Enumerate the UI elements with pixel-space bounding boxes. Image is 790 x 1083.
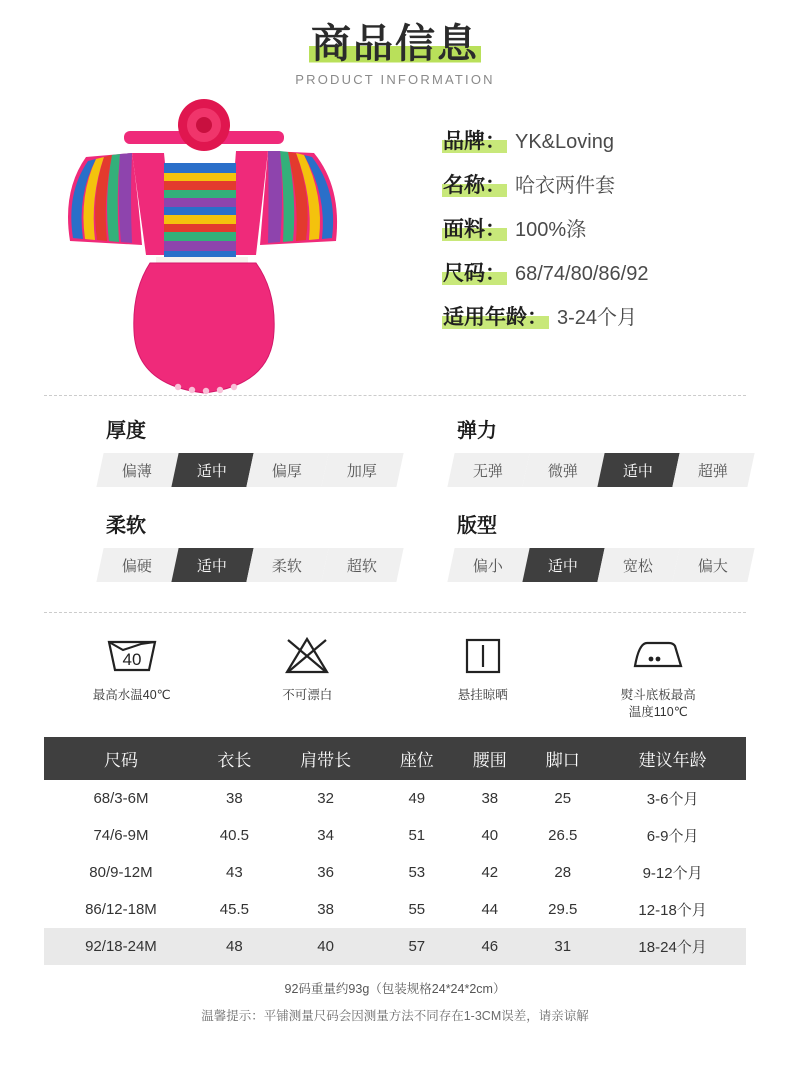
th-length: 衣长 — [198, 737, 271, 780]
option-thickness-1-label: 适中 — [197, 462, 228, 480]
wash-40-icon — [52, 629, 212, 681]
spec-row-fabric — [442, 213, 744, 243]
option-thickness-1[interactable] — [171, 453, 253, 487]
th-leg: 脚口 — [526, 737, 599, 780]
option-softness-2-label: 柔软 — [272, 557, 303, 575]
cell-age: 9-12个月 — [642, 864, 703, 882]
cell-seat: 49 — [408, 789, 426, 807]
spec-value-size: 68/74/80/86/92 — [515, 263, 649, 285]
attribute-softness-bar — [100, 548, 400, 582]
care-item-wash — [52, 629, 212, 704]
option-softness-3[interactable] — [321, 548, 403, 582]
option-fit-0-label: 偏小 — [473, 557, 504, 575]
cell-leg: 29.5 — [548, 900, 578, 918]
option-elasticity-1-label: 微弹 — [548, 462, 579, 480]
attribute-thickness-bar — [100, 453, 400, 487]
cell-length: 45.5 — [219, 900, 249, 918]
table-row — [44, 928, 746, 965]
table-row — [44, 891, 746, 928]
footnote-weight: 92码重量约93g（包装规格24*24*2cm） — [284, 981, 506, 996]
option-elasticity-0-label: 无弹 — [473, 462, 504, 480]
spec-row-age — [442, 301, 744, 331]
line-dry-icon — [403, 629, 563, 681]
attribute-softness — [44, 509, 395, 582]
option-elasticity-3-label: 超弹 — [698, 462, 729, 480]
option-thickness-0-label: 偏薄 — [122, 462, 153, 480]
option-fit-2-label: 宽松 — [623, 557, 654, 575]
cell-size: 68/3-6M — [93, 789, 149, 807]
cell-seat: 55 — [408, 900, 426, 918]
cell-leg: 31 — [554, 937, 572, 955]
attribute-thickness — [44, 414, 395, 487]
attribute-elasticity-bar — [451, 453, 751, 487]
garment-illustration — [46, 95, 396, 395]
option-thickness-0[interactable] — [96, 453, 178, 487]
cell-seat: 51 — [408, 826, 426, 844]
option-fit-3-label: 偏大 — [698, 557, 729, 575]
cell-strap: 38 — [317, 900, 334, 918]
attribute-fit-title: 版型 — [457, 515, 497, 537]
product-spec-list — [396, 95, 744, 395]
attributes-section — [0, 396, 790, 612]
care-label-iron — [578, 687, 738, 721]
footnote-tip: 温馨提示：平铺测量尺码会因测量方法不同存在1-3CM误差，请亲谅解 — [201, 1008, 589, 1023]
cell-length: 40.5 — [219, 826, 249, 844]
option-fit-1-label: 适中 — [548, 557, 579, 575]
page-subtitle: PRODUCT INFORMATION — [295, 72, 495, 87]
attribute-elasticity — [395, 414, 746, 487]
option-softness-3-label: 超软 — [347, 557, 378, 575]
cell-waist: 38 — [481, 789, 499, 807]
th-seat: 座位 — [380, 737, 453, 780]
page-title-text: 商品信息 — [311, 22, 479, 66]
option-softness-1[interactable] — [171, 548, 253, 582]
spec-value-name: 哈衣两件套 — [515, 175, 615, 197]
attribute-fit — [395, 509, 746, 582]
spec-key-brand: 品牌： — [442, 125, 507, 155]
option-thickness-2-label: 偏厚 — [272, 462, 303, 480]
option-elasticity-2[interactable] — [597, 453, 679, 487]
cell-length: 38 — [226, 789, 243, 807]
cell-length: 48 — [226, 937, 243, 955]
cell-waist: 46 — [481, 937, 499, 955]
cell-leg: 28 — [554, 863, 572, 881]
cell-strap: 34 — [317, 826, 334, 844]
cell-seat: 53 — [408, 863, 426, 881]
size-table — [44, 737, 746, 965]
cell-size: 92/18-24M — [85, 937, 157, 955]
option-softness-0[interactable] — [96, 548, 178, 582]
care-instructions — [0, 613, 790, 727]
table-row — [44, 854, 746, 891]
page-title — [309, 22, 481, 66]
option-softness-2[interactable] — [246, 548, 328, 582]
cell-size: 74/6-9M — [93, 826, 149, 844]
table-row — [44, 780, 746, 817]
cell-age: 18-24个月 — [638, 938, 707, 956]
cell-strap: 36 — [317, 863, 334, 881]
care-item-iron — [578, 629, 738, 721]
spec-row-size — [442, 257, 744, 287]
spec-key-fabric: 面料： — [442, 213, 507, 243]
cell-age: 3-6个月 — [646, 790, 699, 808]
attribute-softness-title: 柔软 — [106, 515, 146, 537]
spec-row-brand — [442, 125, 744, 155]
option-thickness-3[interactable] — [321, 453, 403, 487]
cell-age: 12-18个月 — [638, 901, 707, 919]
cell-leg: 25 — [554, 789, 572, 807]
product-image — [46, 95, 396, 395]
th-waist: 腰围 — [453, 737, 526, 780]
option-elasticity-3[interactable] — [672, 453, 754, 487]
spec-row-name — [442, 169, 744, 199]
table-header-row — [44, 737, 746, 780]
care-label-wash: 最高水温40℃ — [92, 688, 171, 702]
iron-110-icon — [578, 629, 738, 681]
care-item-dry — [403, 629, 563, 704]
option-thickness-2[interactable] — [246, 453, 328, 487]
spec-key-size: 尺码： — [442, 257, 507, 287]
care-label-dry: 悬挂晾晒 — [457, 688, 508, 702]
cell-age: 6-9个月 — [646, 827, 699, 845]
svg-text:40: 40 — [122, 650, 142, 669]
cell-waist: 44 — [481, 900, 499, 918]
attribute-thickness-title: 厚度 — [106, 420, 146, 442]
cell-seat: 57 — [408, 937, 426, 955]
cell-waist: 42 — [481, 863, 499, 881]
cell-waist: 40 — [481, 826, 499, 844]
option-fit-2[interactable] — [597, 548, 679, 582]
care-label-bleach: 不可漂白 — [282, 688, 333, 702]
spec-key-name: 名称： — [442, 169, 507, 199]
option-fit-3[interactable] — [672, 548, 754, 582]
do-not-bleach-icon — [227, 629, 387, 681]
cell-leg: 26.5 — [548, 826, 578, 844]
option-elasticity-2-label: 适中 — [623, 462, 654, 480]
attribute-fit-bar — [451, 548, 751, 582]
table-row — [44, 817, 746, 854]
cell-strap: 32 — [317, 789, 334, 807]
spec-value-age: 3-24个月 — [557, 307, 638, 329]
th-age: 建议年龄 — [599, 737, 746, 780]
size-table-section — [0, 727, 790, 1024]
option-softness-0-label: 偏硬 — [122, 557, 153, 575]
option-fit-1[interactable] — [522, 548, 604, 582]
option-elasticity-1[interactable] — [522, 453, 604, 487]
care-item-bleach — [227, 629, 387, 704]
spec-key-age: 适用年龄： — [442, 301, 549, 331]
cell-length: 43 — [226, 863, 243, 881]
spec-value-fabric: 100%涤 — [515, 219, 587, 241]
cell-size: 86/12-18M — [85, 900, 157, 918]
option-elasticity-0[interactable] — [447, 453, 529, 487]
product-section — [0, 95, 790, 395]
cell-size: 80/9-12M — [89, 863, 153, 881]
page-header — [0, 0, 790, 87]
spec-value-brand: YK&Loving — [515, 131, 614, 153]
option-softness-1-label: 适中 — [197, 557, 228, 575]
th-size: 尺码 — [44, 737, 198, 780]
attribute-elasticity-title: 弹力 — [457, 420, 497, 442]
option-fit-0[interactable] — [447, 548, 529, 582]
cell-strap: 40 — [317, 937, 334, 955]
care-label-iron-text: 熨斗底板最高 温度110℃ — [620, 688, 696, 719]
th-strap: 肩带长 — [271, 737, 380, 780]
option-thickness-3-label: 加厚 — [347, 462, 378, 480]
